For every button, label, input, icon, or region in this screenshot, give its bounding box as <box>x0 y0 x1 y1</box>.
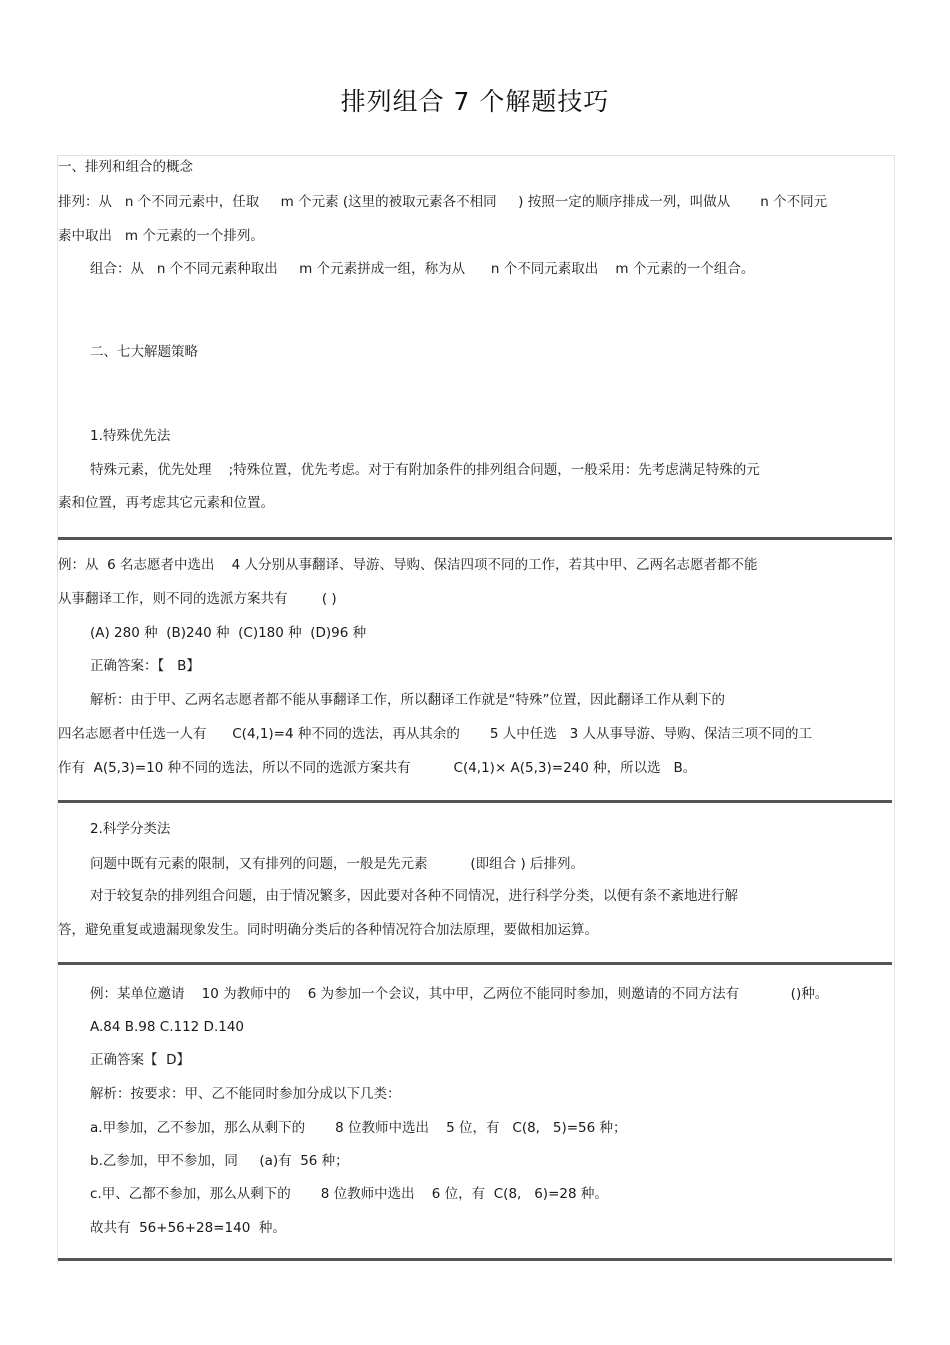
strategy1-desc-line2: 素和位置，再考虑其它元素和位置。 <box>58 495 274 511</box>
example1-answer: 正确答案：【 B】 <box>90 658 200 674</box>
example2-analysis-intro: 解析：按要求：甲、乙不能同时参加分成以下几类： <box>90 1086 401 1102</box>
section-divider <box>58 962 892 965</box>
strategy1-heading: 1.特殊优先法 <box>90 428 171 444</box>
section2-heading: 二、七大解题策略 <box>90 344 198 360</box>
section-divider <box>58 1258 892 1261</box>
example2-options: A.84 B.98 C.112 D.140 <box>90 1019 245 1035</box>
section1-heading: 一、排列和组合的概念 <box>58 159 193 175</box>
permutation-definition-line1: 排列：从 n 个不同元素中，任取 m 个元素 (这里的被取元素各不相同 ) 按照一定的顺序排成一列，叫做从 n 个不同元 <box>58 194 828 210</box>
example2-case-c: c.甲、乙都不参加，那么从剩下的 8 位教师中选出 6 位，有 C(8, 6)=28 种。 <box>90 1186 608 1202</box>
strategy2-desc-line1: 问题中既有元素的限制，又有排列的问题，一般是先元素 (即组合 ) 后排列。 <box>90 856 585 872</box>
example2-question: 例：某单位邀请 10 为教师中的 6 为参加一个会议，其中甲，乙两位不能同时参加，则邀请的不同方法有 ()种。 <box>90 986 829 1002</box>
section-divider <box>58 800 892 803</box>
example2-case-b: b.乙参加，甲不参加，同 (a)有 56 种； <box>90 1153 349 1169</box>
strategy2-desc-line2: 对于较复杂的排列组合问题，由于情况繁多，因此要对各种不同情况，进行科学分类，以便有条不紊地进行解 <box>90 888 738 904</box>
example1-question-line1: 例：从 6 名志愿者中选出 4 人分别从事翻译、导游、导购、保洁四项不同的工作，若其中甲、乙两名志愿者都不能 <box>58 557 758 573</box>
document-title: 排列组合 7 个解题技巧 <box>340 87 610 116</box>
strategy2-heading: 2.科学分类法 <box>90 821 171 837</box>
example1-analysis-line2: 四名志愿者中任选一人有 C(4,1)=4 种不同的选法，再从其余的 5 人中任选 3 人从事导游、导购、保洁三项不同的工 <box>58 726 813 742</box>
strategy1-desc-line1: 特殊元素，优先处理 ;特殊位置，优先考虑。对于有附加条件的排列组合问题，一般采用：先考虑满足特殊的元 <box>90 462 760 478</box>
example2-case-a: a.甲参加，乙不参加，那么从剩下的 8 位教师中选出 5 位，有 C(8, 5)=56 种； <box>90 1120 627 1136</box>
example1-analysis-line3: 作有 A(5,3)=10 种不同的选法，所以不同的选派方案共有 C(4,1)× A(5,3)=240 种，所以选 B。 <box>58 760 697 776</box>
example1-analysis-line1: 解析：由于甲、乙两名志愿者都不能从事翻译工作，所以翻译工作就是“特殊”位置，因此翻译工作从剩下的 <box>90 692 725 708</box>
example2-answer: 正确答案【 D】 <box>90 1052 190 1068</box>
combination-definition: 组合：从 n 个不同元素种取出 m 个元素拼成一组，称为从 n 个不同元素取出 m 个元素的一个组合。 <box>90 261 755 277</box>
example1-options: (A) 280 种 (B)240 种 (C)180 种 (D)96 种 <box>90 625 367 641</box>
strategy2-desc-line3: 答，避免重复或遗漏现象发生。同时明确分类后的各种情况符合加法原理，要做相加运算。 <box>58 922 598 938</box>
example1-question-line2: 从事翻译工作，则不同的选派方案共有 ( ) <box>58 591 337 607</box>
permutation-definition-line2: 素中取出 m 个元素的一个排列。 <box>58 228 264 244</box>
example2-total: 故共有 56+56+28=140 种。 <box>90 1220 286 1236</box>
section-divider <box>58 537 892 540</box>
